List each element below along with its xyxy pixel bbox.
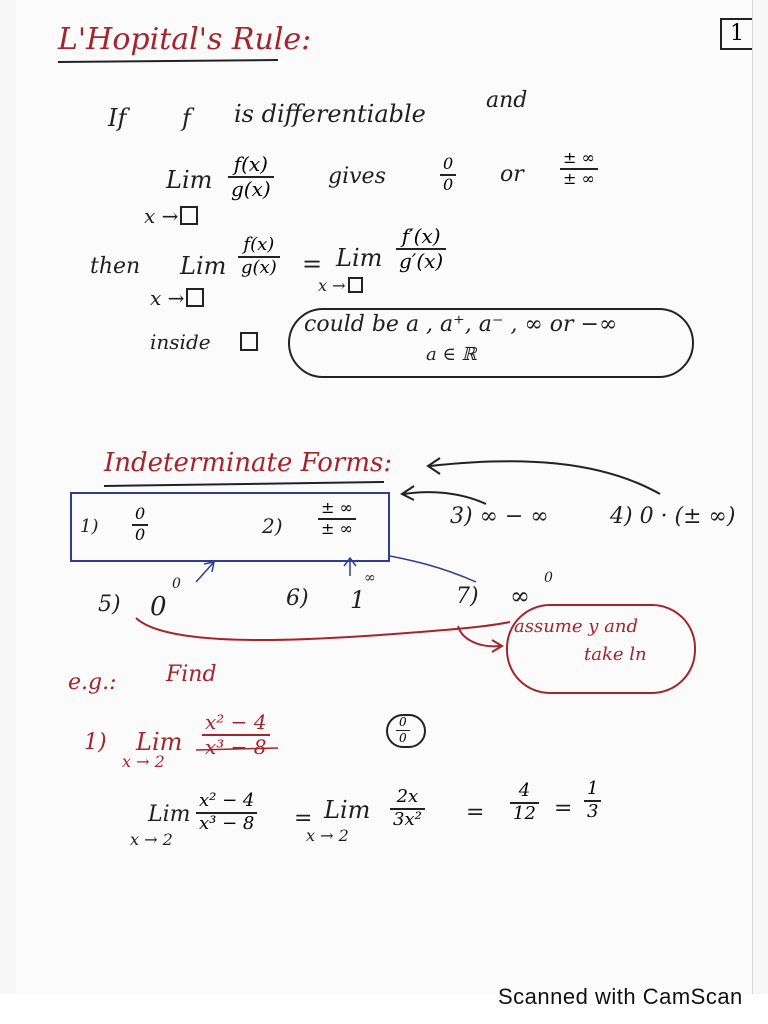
heading-underline xyxy=(104,482,384,486)
solution-under-2: x → 2 xyxy=(306,826,349,845)
solution-fraction-2: 2x 3x² xyxy=(390,788,425,830)
form5-exponent: 0 xyxy=(172,576,181,592)
equals-sign-1: = xyxy=(302,250,323,278)
note-line2: take ln xyxy=(584,644,647,665)
example-lim: Lim xyxy=(136,728,183,756)
then-text: then xyxy=(90,254,141,279)
solution-fraction-1: x² − 4 x³ − 8 xyxy=(196,792,257,834)
fraction-f-over-g-2: f(x) g(x) xyxy=(238,236,280,278)
form5-base: 0 xyxy=(150,592,167,622)
limit-point-2: x → xyxy=(150,286,204,310)
example-number: 1) xyxy=(84,730,107,755)
example-fraction: x² − 4 x³ − 8 xyxy=(202,712,270,758)
title-underline xyxy=(58,60,278,62)
solution-lim-2: Lim xyxy=(324,796,371,824)
form4-text: 4) 0 · (± ∞) xyxy=(610,504,736,529)
solution-fraction-4: 1 3 xyxy=(584,780,601,822)
arrow-form3-to-box xyxy=(404,492,486,504)
a-in-r-text: a ∈ ℝ xyxy=(426,344,477,365)
scanner-watermark: Scanned with CamScan xyxy=(498,984,743,1009)
eg-label: e.g.: xyxy=(68,670,117,695)
limit-point-3: x → xyxy=(318,276,363,295)
solution-eq-2: = xyxy=(466,800,485,825)
form1-label: 1) xyxy=(80,516,99,537)
or-text: or xyxy=(500,162,524,187)
indeterminate-heading: Indeterminate Forms: xyxy=(104,448,393,478)
form3-text: 3) ∞ − ∞ xyxy=(450,504,549,529)
fraction-fprime-over-gprime: f′(x) g′(x) xyxy=(396,226,446,272)
if-text: If xyxy=(108,104,127,132)
and-text: and xyxy=(486,88,528,113)
form7-exponent: 0 xyxy=(544,570,553,586)
denominator: g(x) xyxy=(231,177,271,201)
form5-label: 5) xyxy=(98,592,121,617)
inside-text: inside xyxy=(150,330,211,354)
lim-label-3: Lim xyxy=(336,244,383,272)
numerator: f(x) xyxy=(233,152,268,176)
form7-label: 7) xyxy=(456,584,479,609)
example-underline xyxy=(196,748,278,750)
form6-base: 1 xyxy=(350,586,366,614)
note-line1: assume y and xyxy=(514,616,638,637)
forms-brace xyxy=(136,618,510,640)
differentiable-text: is differentiable xyxy=(234,100,426,128)
lim-label-2: Lim xyxy=(180,252,227,280)
form2-label: 2) xyxy=(262,514,283,538)
example-lim-under: x → 2 xyxy=(122,752,165,771)
fraction-zero-zero: 0 0 xyxy=(440,156,456,194)
solution-under-1: x → 2 xyxy=(130,830,173,849)
page-title: L'Hopital's Rule: xyxy=(58,22,312,57)
form6-label: 6) xyxy=(286,586,309,611)
zero-over-zero-marker: 0 0 xyxy=(396,716,410,744)
lim-label-1: Lim xyxy=(166,166,213,194)
form2-fraction: ± ∞ ± ∞ xyxy=(318,500,356,538)
find-label: Find xyxy=(166,662,217,687)
arrow-form5-to-box xyxy=(196,562,214,582)
arrow-to-heading xyxy=(430,461,660,494)
solution-lim-1: Lim xyxy=(148,802,191,827)
f-text: f xyxy=(182,104,191,132)
could-be-text: could be a , a⁺, a⁻ , ∞ or −∞ xyxy=(304,312,618,337)
page-number: 1 xyxy=(720,18,752,50)
fraction-inf-inf: ± ∞ ± ∞ xyxy=(560,150,598,188)
form6-exponent: ∞ xyxy=(364,570,376,586)
solution-fraction-3: 4 12 xyxy=(510,782,539,824)
solution-eq-3: = xyxy=(554,796,573,821)
solution-eq-1: = xyxy=(294,806,313,831)
form1-fraction: 0 0 xyxy=(132,506,148,544)
limit-point-1: x → xyxy=(144,204,198,228)
gives-text: gives xyxy=(328,164,386,189)
arrow-form7-to-box xyxy=(390,556,476,582)
form7-base: ∞ xyxy=(510,582,530,610)
